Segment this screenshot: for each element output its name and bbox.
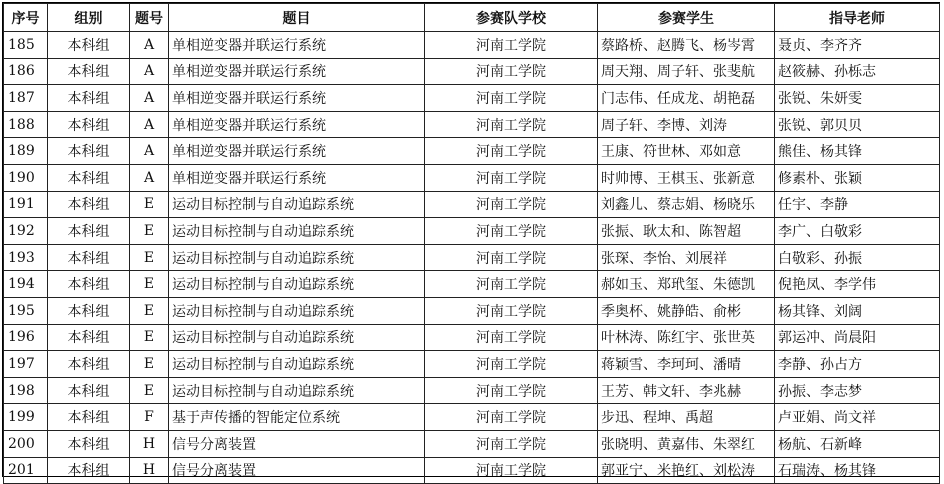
- table-row: [4, 58, 940, 85]
- header-advisors: 指导老师: [775, 4, 940, 32]
- cell-topic: 单相逆变器并联运行系统: [169, 85, 425, 112]
- cell-group: 本科组: [48, 164, 130, 191]
- cell-school: 河南工学院: [425, 404, 598, 431]
- cell-problem-number: E: [130, 297, 169, 324]
- table-row: [4, 244, 940, 271]
- cell-topic: 信号分离装置: [169, 430, 425, 457]
- cell-problem-number: A: [130, 32, 169, 59]
- cell-students: 张琛、李怡、刘展祥: [598, 244, 775, 271]
- header-serial: 序号: [4, 4, 48, 32]
- cell-problem-number: E: [130, 351, 169, 378]
- cell-topic: 运动目标控制与自动追踪系统: [169, 191, 425, 218]
- cell-school: 河南工学院: [425, 191, 598, 218]
- cell-topic: 单相逆变器并联运行系统: [169, 111, 425, 138]
- cell-advisors: 张锐、朱妍雯: [775, 85, 940, 112]
- cell-serial: 191: [4, 191, 48, 218]
- cell-advisors: 熊佳、杨其锋: [775, 138, 940, 165]
- cell-advisors: 孙振、李志梦: [775, 377, 940, 404]
- table-row: [4, 32, 940, 59]
- cell-topic: 单相逆变器并联运行系统: [169, 32, 425, 59]
- cell-students: 张晓明、黄嘉伟、朱翠红: [598, 430, 775, 457]
- cell-group: 本科组: [48, 218, 130, 245]
- cell-school: 河南工学院: [425, 58, 598, 85]
- cell-group: 本科组: [48, 138, 130, 165]
- cell-topic: 运动目标控制与自动追踪系统: [169, 218, 425, 245]
- cell-advisors: 石瑞涛、杨其锋: [775, 457, 940, 484]
- cell-topic: 运动目标控制与自动追踪系统: [169, 324, 425, 351]
- table-row: [4, 85, 940, 112]
- table-row: [4, 457, 940, 484]
- table-row: [4, 191, 940, 218]
- cell-school: 河南工学院: [425, 32, 598, 59]
- cell-problem-number: A: [130, 111, 169, 138]
- table-row: [4, 164, 940, 191]
- cell-topic: 单相逆变器并联运行系统: [169, 164, 425, 191]
- cell-advisors: 白敬彩、孙振: [775, 244, 940, 271]
- cell-students: 门志伟、任成龙、胡艳磊: [598, 85, 775, 112]
- cell-problem-number: A: [130, 85, 169, 112]
- cell-school: 河南工学院: [425, 271, 598, 298]
- cell-advisors: 卢亚娟、尚文祥: [775, 404, 940, 431]
- header-group: 组别: [48, 4, 130, 32]
- cell-students: 叶林涛、陈红宇、张世英: [598, 324, 775, 351]
- cell-serial: 193: [4, 244, 48, 271]
- cell-group: 本科组: [48, 32, 130, 59]
- cell-school: 河南工学院: [425, 111, 598, 138]
- table-row: [4, 430, 940, 457]
- table-row: [4, 138, 940, 165]
- cell-problem-number: F: [130, 404, 169, 431]
- cell-group: 本科组: [48, 58, 130, 85]
- cell-students: 王芳、韩文轩、李兆赫: [598, 377, 775, 404]
- cell-serial: 199: [4, 404, 48, 431]
- results-table: [3, 3, 940, 484]
- cell-topic: 运动目标控制与自动追踪系统: [169, 244, 425, 271]
- cell-students: 蔡路桥、赵腾飞、杨岑霄: [598, 32, 775, 59]
- cell-serial: 185: [4, 32, 48, 59]
- header-school: 参赛队学校: [425, 4, 598, 32]
- cell-students: 季奥杯、姚静皓、俞彬: [598, 297, 775, 324]
- cell-school: 河南工学院: [425, 297, 598, 324]
- cell-students: 张振、耿太和、陈智超: [598, 218, 775, 245]
- cell-serial: 187: [4, 85, 48, 112]
- cell-group: 本科组: [48, 191, 130, 218]
- cell-group: 本科组: [48, 85, 130, 112]
- cell-serial: 188: [4, 111, 48, 138]
- header-problem-number: 题号: [130, 4, 169, 32]
- cell-school: 河南工学院: [425, 324, 598, 351]
- cell-group: 本科组: [48, 297, 130, 324]
- cell-students: 郭亚宁、米艳红、刘松涛: [598, 457, 775, 484]
- cell-serial: 190: [4, 164, 48, 191]
- table-row: [4, 111, 940, 138]
- cell-advisors: 李广、白敬彩: [775, 218, 940, 245]
- cell-school: 河南工学院: [425, 457, 598, 484]
- header-topic: 题目: [169, 4, 425, 32]
- table-header-row: [4, 4, 940, 32]
- cell-problem-number: E: [130, 244, 169, 271]
- cell-serial: 192: [4, 218, 48, 245]
- header-students: 参赛学生: [598, 4, 775, 32]
- cell-topic: 信号分离装置: [169, 457, 425, 484]
- cell-advisors: 郭运冲、尚晨阳: [775, 324, 940, 351]
- cell-problem-number: A: [130, 164, 169, 191]
- cell-problem-number: E: [130, 191, 169, 218]
- cell-serial: 201: [4, 457, 48, 484]
- cell-group: 本科组: [48, 324, 130, 351]
- cell-problem-number: A: [130, 138, 169, 165]
- cell-serial: 200: [4, 430, 48, 457]
- cell-students: 蒋颖雪、李珂珂、潘晴: [598, 351, 775, 378]
- cell-serial: 198: [4, 377, 48, 404]
- cell-serial: 189: [4, 138, 48, 165]
- cell-students: 时帅博、王棋玉、张新意: [598, 164, 775, 191]
- cell-advisors: 聂贞、李齐齐: [775, 32, 940, 59]
- cell-school: 河南工学院: [425, 164, 598, 191]
- cell-topic: 运动目标控制与自动追踪系统: [169, 271, 425, 298]
- cell-problem-number: H: [130, 430, 169, 457]
- cell-serial: 196: [4, 324, 48, 351]
- cell-topic: 基于声传播的智能定位系统: [169, 404, 425, 431]
- cell-school: 河南工学院: [425, 218, 598, 245]
- cell-students: 刘鑫儿、蔡志娟、杨晓乐: [598, 191, 775, 218]
- cell-topic: 运动目标控制与自动追踪系统: [169, 297, 425, 324]
- cell-students: 王康、符世林、邓如意: [598, 138, 775, 165]
- cell-students: 周天翔、周子轩、张斐航: [598, 58, 775, 85]
- cell-serial: 195: [4, 297, 48, 324]
- table-row: [4, 404, 940, 431]
- cell-topic: 单相逆变器并联运行系统: [169, 138, 425, 165]
- cell-advisors: 修素朴、张颖: [775, 164, 940, 191]
- cell-group: 本科组: [48, 244, 130, 271]
- cell-school: 河南工学院: [425, 244, 598, 271]
- cell-advisors: 杨航、石新峰: [775, 430, 940, 457]
- cell-problem-number: E: [130, 271, 169, 298]
- table-row: [4, 297, 940, 324]
- table-row: [4, 351, 940, 378]
- cell-serial: 194: [4, 271, 48, 298]
- cell-topic: 单相逆变器并联运行系统: [169, 58, 425, 85]
- cell-group: 本科组: [48, 404, 130, 431]
- cell-group: 本科组: [48, 351, 130, 378]
- cell-group: 本科组: [48, 457, 130, 484]
- cell-advisors: 李静、孙占方: [775, 351, 940, 378]
- cell-group: 本科组: [48, 271, 130, 298]
- cell-problem-number: A: [130, 58, 169, 85]
- cell-school: 河南工学院: [425, 351, 598, 378]
- cell-advisors: 赵筱赫、孙栎志: [775, 58, 940, 85]
- cell-topic: 运动目标控制与自动追踪系统: [169, 351, 425, 378]
- cell-problem-number: E: [130, 218, 169, 245]
- cell-group: 本科组: [48, 111, 130, 138]
- cell-students: 步迅、程坤、禹超: [598, 404, 775, 431]
- cell-advisors: 倪艳凤、李学伟: [775, 271, 940, 298]
- cell-problem-number: H: [130, 457, 169, 484]
- table-body: [4, 32, 940, 484]
- cell-students: 周子轩、李博、刘涛: [598, 111, 775, 138]
- cell-serial: 197: [4, 351, 48, 378]
- cell-school: 河南工学院: [425, 85, 598, 112]
- cell-topic: 运动目标控制与自动追踪系统: [169, 377, 425, 404]
- cell-group: 本科组: [48, 377, 130, 404]
- table-row: [4, 271, 940, 298]
- cell-group: 本科组: [48, 430, 130, 457]
- cell-advisors: 张锐、郭贝贝: [775, 111, 940, 138]
- cell-problem-number: E: [130, 377, 169, 404]
- table-row: [4, 218, 940, 245]
- table-row: [4, 324, 940, 351]
- cell-school: 河南工学院: [425, 430, 598, 457]
- cell-advisors: 杨其锋、刘阔: [775, 297, 940, 324]
- cell-advisors: 任宇、李静: [775, 191, 940, 218]
- cell-school: 河南工学院: [425, 138, 598, 165]
- cell-students: 郝如玉、郑玳玺、朱德凯: [598, 271, 775, 298]
- table-row: [4, 377, 940, 404]
- cell-problem-number: E: [130, 324, 169, 351]
- cell-serial: 186: [4, 58, 48, 85]
- cell-school: 河南工学院: [425, 377, 598, 404]
